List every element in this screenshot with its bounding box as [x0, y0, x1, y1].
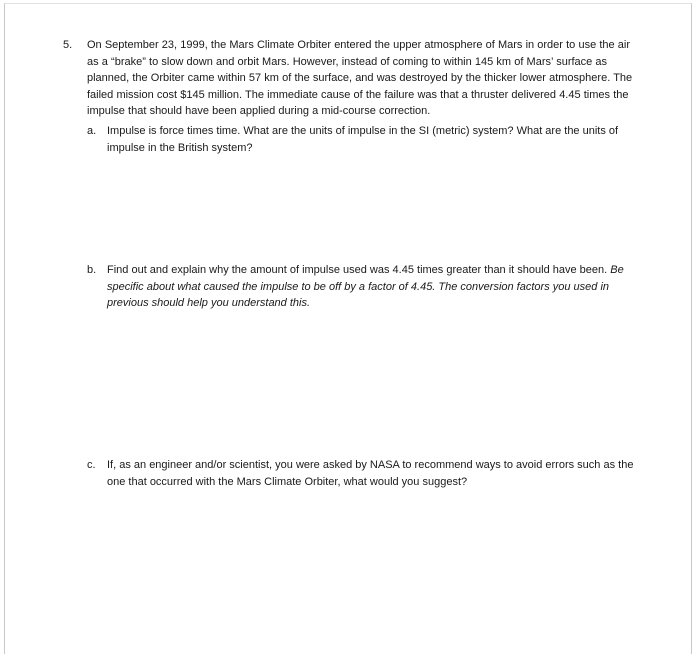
part-b: [87, 262, 637, 312]
part-b-text: Find out and explain why the amount of impulse used was 4.45 times greater than it should have been.: [107, 264, 608, 276]
part-b-italic-text: Be specific about what caused the impulse to be off by a factor of 4.45. The conversion factors you used in previous should help you understand this.: [107, 264, 624, 310]
part-a: [87, 123, 637, 156]
part-c-body: [107, 457, 637, 490]
question-text: On September 23, 1999, the Mars Climate Orbiter entered the upper atmosphere of Mars in order to use the air as a “brake” to slow down and orbit Mars. However, instead of coming to within 145 km of Mars’ surface as planned, the Orbiter came within 57 km of the surface, and was destroyed by the thicker lower atmosphere. The failed mission cost $145 million. The immediate cause of the failure was that a thruster delivered 4.45 times the impulse that should have been applied during a mid-course correction.: [87, 39, 633, 118]
part-b-letter: b.: [87, 264, 97, 276]
part-a-body: [107, 123, 637, 156]
question-body: [87, 37, 638, 120]
part-c-letter: c.: [87, 459, 96, 471]
part-c-text: If, as an engineer and/or scientist, you were asked by NASA to recommend ways to avoid errors such as the one that occurred with the Mars Climate Orbiter, what would you suggest?: [107, 459, 634, 488]
question-5: [63, 37, 638, 120]
part-b-body: [107, 262, 637, 312]
part-c: [87, 457, 637, 490]
question-number: 5.: [63, 39, 73, 51]
part-a-text: Impulse is force times time. What are the units of impulse in the SI (metric) system? What are the units of impulse in the British system?: [107, 125, 619, 154]
part-a-letter: a.: [87, 125, 97, 137]
